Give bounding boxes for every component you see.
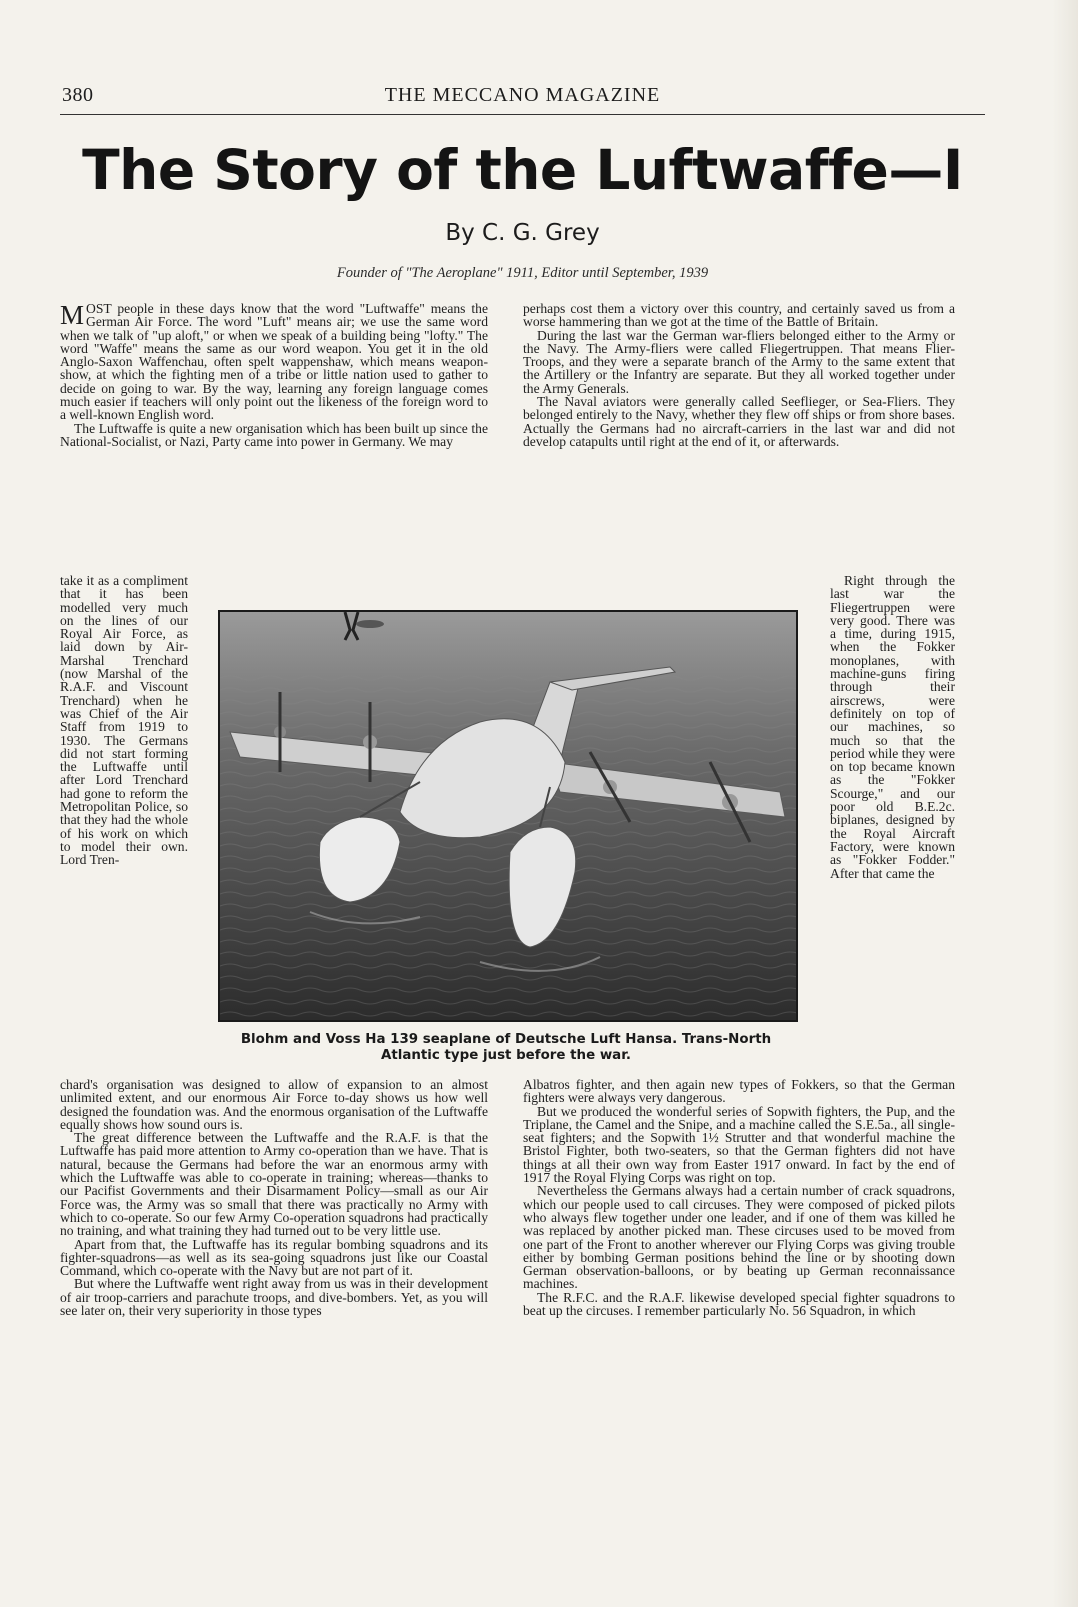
page-edge-shadow [1052, 0, 1078, 1607]
seaplane-illustration [220, 612, 796, 1020]
paragraph: But we produced the wonderful series of Sopwith fighters, the Pup, and the Triplane, the Camel and the Snipe, and a machine called the S.E.5a., all single-seat fighters; and the Sopwith 1½ Strutter and that wonderful machine the Bristol Fighter, both two-seaters, so that the German fighters did not have things at all their own way from Easter 1917 onward. In fact by the end of 1917 the Royal Flying Corps was right on top. [523, 1103, 955, 1186]
paragraph-text: OST people in these days know that the word "Luftwaffe" means the German Air Force. The word "Luft" means air; we use the same word when we talk of "up aloft," or when we speak of a building being "lofty." The word "Waffe" means the same as our word weapon. You get it in the old Anglo-Saxon Waffenchau, often spelt wappenshaw, which means weapon-show, at which the fighting men of a tribe or little nation used to gather to decide on going to war. By the way, learning any foreign language comes much easier if teachers will only point out the likeness of the foreign word to a well-known English word. [60, 301, 488, 423]
drop-cap: M [60, 300, 85, 330]
article-subtitle: Founder of "The Aeroplane" 1911, Editor until September, 1939 [336, 265, 709, 281]
column-left-bottom [60, 1078, 488, 1317]
paragraph: The R.F.C. and the R.A.F. likewise developed special fighter squadrons to beat up the circuses. I remember particularly No. 56 Squadron, in which [523, 1289, 955, 1319]
paragraph: Nevertheless the Germans always had a certain number of crack squadrons, which our people used to call circuses. They were composed of picked pilots who always flew together under one leader, and if one of them was killed he was replaced by another picked man. These circuses used to be moved from one part of the Front to another wherever our Flying Corps was giving trouble either by bombing German positions behind the line or by shooting down German observation-balloons, or by beating up German reconnaissance machines. [523, 1183, 955, 1292]
paragraph: The Luftwaffe is quite a new organisation which has been built up since the National-Socialist, or Nazi, Party came into power in Germany. We may [60, 420, 488, 449]
column-left-top [60, 302, 488, 448]
paragraph: Albatros fighter, and then again new types of Fokkers, so that the German fighters were always very dangerous. [523, 1077, 955, 1106]
paragraph: During the last war the German war-fliers belonged either to the Army or the Navy. The Army-fliers were called Fliegertruppen. That means Flier-Troops, and they were a separate branch of the Army to the same extent that the Artillery or the Infantry are separate. But they all worked together under the Army Generals. [523, 327, 955, 396]
paragraph: perhaps cost them a victory over this country, and certainly saved us from a worse hammering than we got at the time of the Battle of Britain. [523, 301, 955, 330]
paragraph: take it as a compliment that it has been modelled very much on the lines of our Royal Air Force, as laid down by Air-Marshal Trenchard (now Marshal of the R.A.F. and Viscount Trenchard) when he was Chief of the Air Staff from 1919 to 1930. The Germans did not start forming the Luftwaffe until after Lord Trenchard had gone to reform the Metropolitan Police, so that they had the whole of his work on which to model their own. Lord Tren- [60, 573, 188, 868]
paragraph: But where the Luftwaffe went right away from us was in their development of air troop-carriers and parachute troops, and dive-bombers. Yet, as you will see later on, their very superiority in those types [60, 1276, 488, 1319]
column-right-wrap [830, 574, 955, 880]
column-right-top [523, 302, 955, 448]
running-head: THE MECCANO MAGAZINE [384, 84, 661, 106]
paragraph: The Naval aviators were generally called Seeflieger, or Sea-Fliers. They belonged entirely to the Navy, whether they flew off ships or from shore bases. Actually the Germans had no aircraft-carriers in the last war and did not develop catapults until right at the end of it, or afterwards. [523, 394, 955, 449]
seaplane-photo [218, 610, 798, 1022]
paragraph: The great difference between the Luftwaffe and the R.A.F. is that the Luftwaffe has paid more attention to Army co-operation than we have. That is natural, because the Germans had before the war an enormous army with which the Luftwaffe was able to co-operate in training; whereas—thanks to our Pacifist Governments and their Disarmament Policy—small as our Air Force was, the Army was so small that there was practically no Army with which to co-operate. So our few Army Co-operation squadrons had practically no training, and what training they had turned out to be very little use. [60, 1130, 488, 1239]
column-right-bottom [523, 1078, 955, 1317]
paragraph: Right through the last war the Fliegertruppen were very good. There was a time, during 1915, when the Fokker monoplanes, with machine-guns firing through their airscrews, were definitely on top of our machines, so much so that the period while they were on top became known as the "Fokker Scourge," and our poor old B.E.2c. biplanes, designed by the Royal Aircraft Factory, were known as "Fokker Fodder." After that came the [830, 573, 955, 881]
article-title: The Story of the Luftwaffe—I [82, 138, 963, 202]
paragraph [60, 302, 488, 422]
paragraph: chard's organisation was designed to allow of expansion to an almost unlimited extent, and our enormous Air Force to-day shows us how well designed the foundation was. And the enormous organisation of the Luftwaffe equally shows how sound ours is. [60, 1077, 488, 1132]
column-left-wrap [60, 574, 188, 867]
photo-caption: Blohm and Voss Ha 139 seaplane of Deutsche Luft Hansa. Trans-North Atlantic type just before the war. [240, 1032, 772, 1063]
article-byline: By C. G. Grey [445, 220, 600, 246]
page-number: 380 [62, 84, 94, 106]
paragraph: Apart from that, the Luftwaffe has its regular bombing squadrons and its fighter-squadrons—as well as its sea-going squadrons just like our Coastal Command, which co-operate with the Navy but are not part of it. [60, 1236, 488, 1279]
page-header [60, 84, 985, 115]
